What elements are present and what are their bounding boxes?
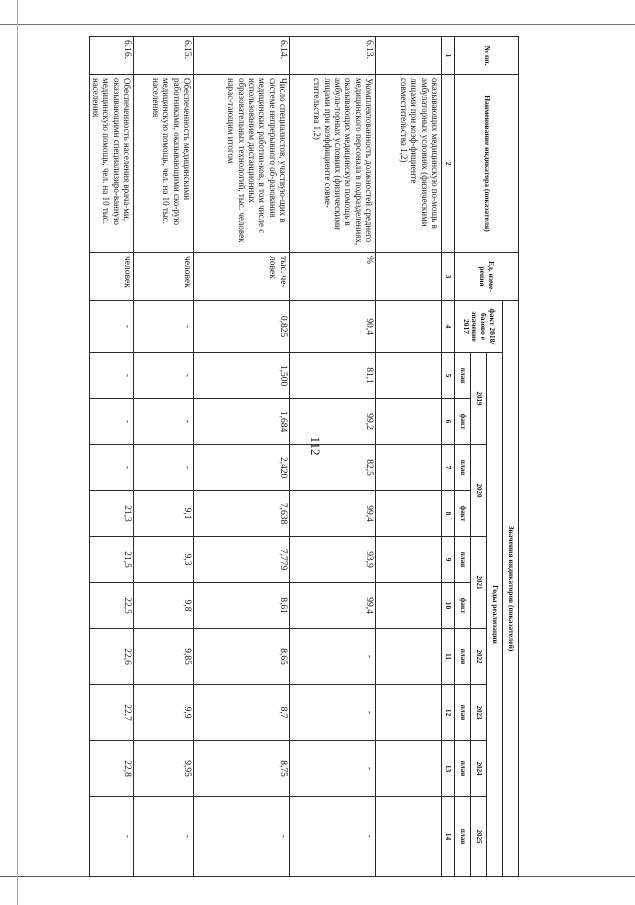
row-value: 9,1 <box>134 491 194 537</box>
row-base: - <box>89 301 133 353</box>
column-number: 3 <box>442 253 455 301</box>
header-plan: план <box>455 537 471 583</box>
row-value: - <box>134 399 194 445</box>
row-base: - <box>134 301 194 353</box>
column-number: 8 <box>442 491 455 537</box>
header-fact: факт <box>455 399 471 445</box>
row-value: 99,4 <box>290 491 376 537</box>
header-year-2020: 2020 <box>471 445 487 537</box>
header-plan: план <box>455 741 471 797</box>
row-value: 9,3 <box>134 537 194 583</box>
row-unit: тыс. че-ловек <box>194 253 290 301</box>
row-value <box>376 797 442 877</box>
row-value: - <box>134 797 194 877</box>
header-plan: план <box>455 353 471 399</box>
row-name: Обеспеченность медицинскими работниками, оказывающими ско-рую медицинскую помощь, чел. на 10 тыс. населения <box>134 75 194 253</box>
row-value <box>376 353 442 399</box>
row-value <box>376 741 442 797</box>
row-num: 6.15. <box>134 37 194 75</box>
row-value: - <box>89 353 133 399</box>
row-value <box>376 301 442 353</box>
row-value: 82,5 <box>290 445 376 491</box>
scan-edge-top <box>0 24 635 25</box>
row-value: - <box>194 797 290 877</box>
row-num <box>376 37 442 75</box>
row-value <box>376 685 442 741</box>
row-value: - <box>134 445 194 491</box>
header-year-2024: 2024 <box>471 741 487 797</box>
header-fact: факт <box>455 583 471 629</box>
rotated-table-frame <box>90 36 519 876</box>
header-year-2019: 2019 <box>471 353 487 445</box>
row-value <box>376 537 442 583</box>
column-number: 9 <box>442 537 455 583</box>
row-value: 21,3 <box>89 491 133 537</box>
row-value: 1,684 <box>194 399 290 445</box>
column-number: 11 <box>442 629 455 685</box>
table-row <box>134 37 194 877</box>
header-name: Наименование индикатора (показателя) <box>455 75 519 253</box>
column-number: 10 <box>442 583 455 629</box>
row-value: 93,9 <box>290 537 376 583</box>
header-plan: план <box>455 629 471 685</box>
table-row <box>290 37 376 877</box>
row-value: 22,7 <box>89 685 133 741</box>
row-num: 6.14. <box>194 37 290 75</box>
row-value <box>376 583 442 629</box>
row-value: - <box>290 797 376 877</box>
row-value: 9,85 <box>134 629 194 685</box>
column-number: 7 <box>442 445 455 491</box>
header-unit: Ед. изме-рения <box>455 253 519 301</box>
page-number: 112 <box>308 436 323 456</box>
column-number: 6 <box>442 399 455 445</box>
indicators-table <box>89 36 519 877</box>
header-plan: план <box>455 685 471 741</box>
header-plan: план <box>455 797 471 877</box>
row-value: 7,779 <box>194 537 290 583</box>
row-value: - <box>89 445 133 491</box>
row-value <box>376 629 442 685</box>
row-value: 21,5 <box>89 537 133 583</box>
row-value: - <box>290 741 376 797</box>
row-unit: % <box>290 253 376 301</box>
table-row <box>376 37 442 877</box>
row-value: 7,638 <box>194 491 290 537</box>
row-value: 8,65 <box>194 629 290 685</box>
row-value: - <box>290 629 376 685</box>
header-year-2025: 2025 <box>471 797 487 877</box>
row-value: 9,9 <box>134 685 194 741</box>
row-name: Укомплектованность должностей среднего медицинского персонала в подразделениях, оказывающих медицинскую помощь в амбула-торных условиях (физическими лицами при коэффициенте совме-стительства 1,2) <box>290 75 376 253</box>
indicators-table-container <box>90 36 519 876</box>
row-name: Обеспеченность населения врача-ми, оказывающими специализиро-ванную медицинскую помощь, чел. на 10 тыс. населения <box>89 75 133 253</box>
column-number: 5 <box>442 353 455 399</box>
header-year-2023: 2023 <box>471 685 487 741</box>
row-value <box>376 399 442 445</box>
row-unit <box>376 253 442 301</box>
row-value: - <box>134 353 194 399</box>
header-plan: план <box>455 445 471 491</box>
row-value: 22,6 <box>89 629 133 685</box>
row-value <box>376 445 442 491</box>
row-value: 99,2 <box>290 399 376 445</box>
header-years-group: Годы реализации <box>487 353 503 877</box>
header-num: № пп. <box>455 37 519 75</box>
row-value: 8,7 <box>194 685 290 741</box>
row-value: 81,1 <box>290 353 376 399</box>
row-value: - <box>89 399 133 445</box>
table-row <box>89 37 133 877</box>
row-base: 0,825 <box>194 301 290 353</box>
row-value: 9,95 <box>134 741 194 797</box>
table-row <box>194 37 290 877</box>
row-name: Число специалистов, участвую-щих в системе непрерывного об-разования медицинских работни-ков, в том числе с использованием дистанционных образовательных технологий, тыс. человек нарас-тающим итогом <box>194 75 290 253</box>
scan-margin-line <box>17 0 18 905</box>
row-value <box>376 491 442 537</box>
row-value: 22,8 <box>89 741 133 797</box>
column-number: 2 <box>442 75 455 253</box>
header-indicators-group: Значения индикаторов (показателей) <box>503 301 519 877</box>
header-base: факт 2018/базово е значение 2017 <box>455 301 503 353</box>
row-value: 9,8 <box>134 583 194 629</box>
header-fact: факт <box>455 491 471 537</box>
header-year-2021: 2021 <box>471 537 487 629</box>
row-unit: человек <box>134 253 194 301</box>
column-number: 4 <box>442 301 455 353</box>
row-value: 2,420 <box>194 445 290 491</box>
row-num: 6.16. <box>89 37 133 75</box>
row-value: 99,4 <box>290 583 376 629</box>
header-year-2022: 2022 <box>471 629 487 685</box>
column-number: 12 <box>442 685 455 741</box>
row-value: - <box>290 685 376 741</box>
row-value: 8,61 <box>194 583 290 629</box>
row-value: - <box>89 797 133 877</box>
row-base: 90,4 <box>290 301 376 353</box>
row-unit: человек <box>89 253 133 301</box>
column-number: 1 <box>442 37 455 75</box>
row-name: оказывающих медицинскую по-мощь в амбулаторных условиях (физическими лицами при коэф-фициенте совместительства 1,2) <box>376 75 442 253</box>
row-value: 1,500 <box>194 353 290 399</box>
row-value: 8,75 <box>194 741 290 797</box>
column-number: 14 <box>442 797 455 877</box>
column-number: 13 <box>442 741 455 797</box>
row-num: 6.13. <box>290 37 376 75</box>
row-value: 22,5 <box>89 583 133 629</box>
